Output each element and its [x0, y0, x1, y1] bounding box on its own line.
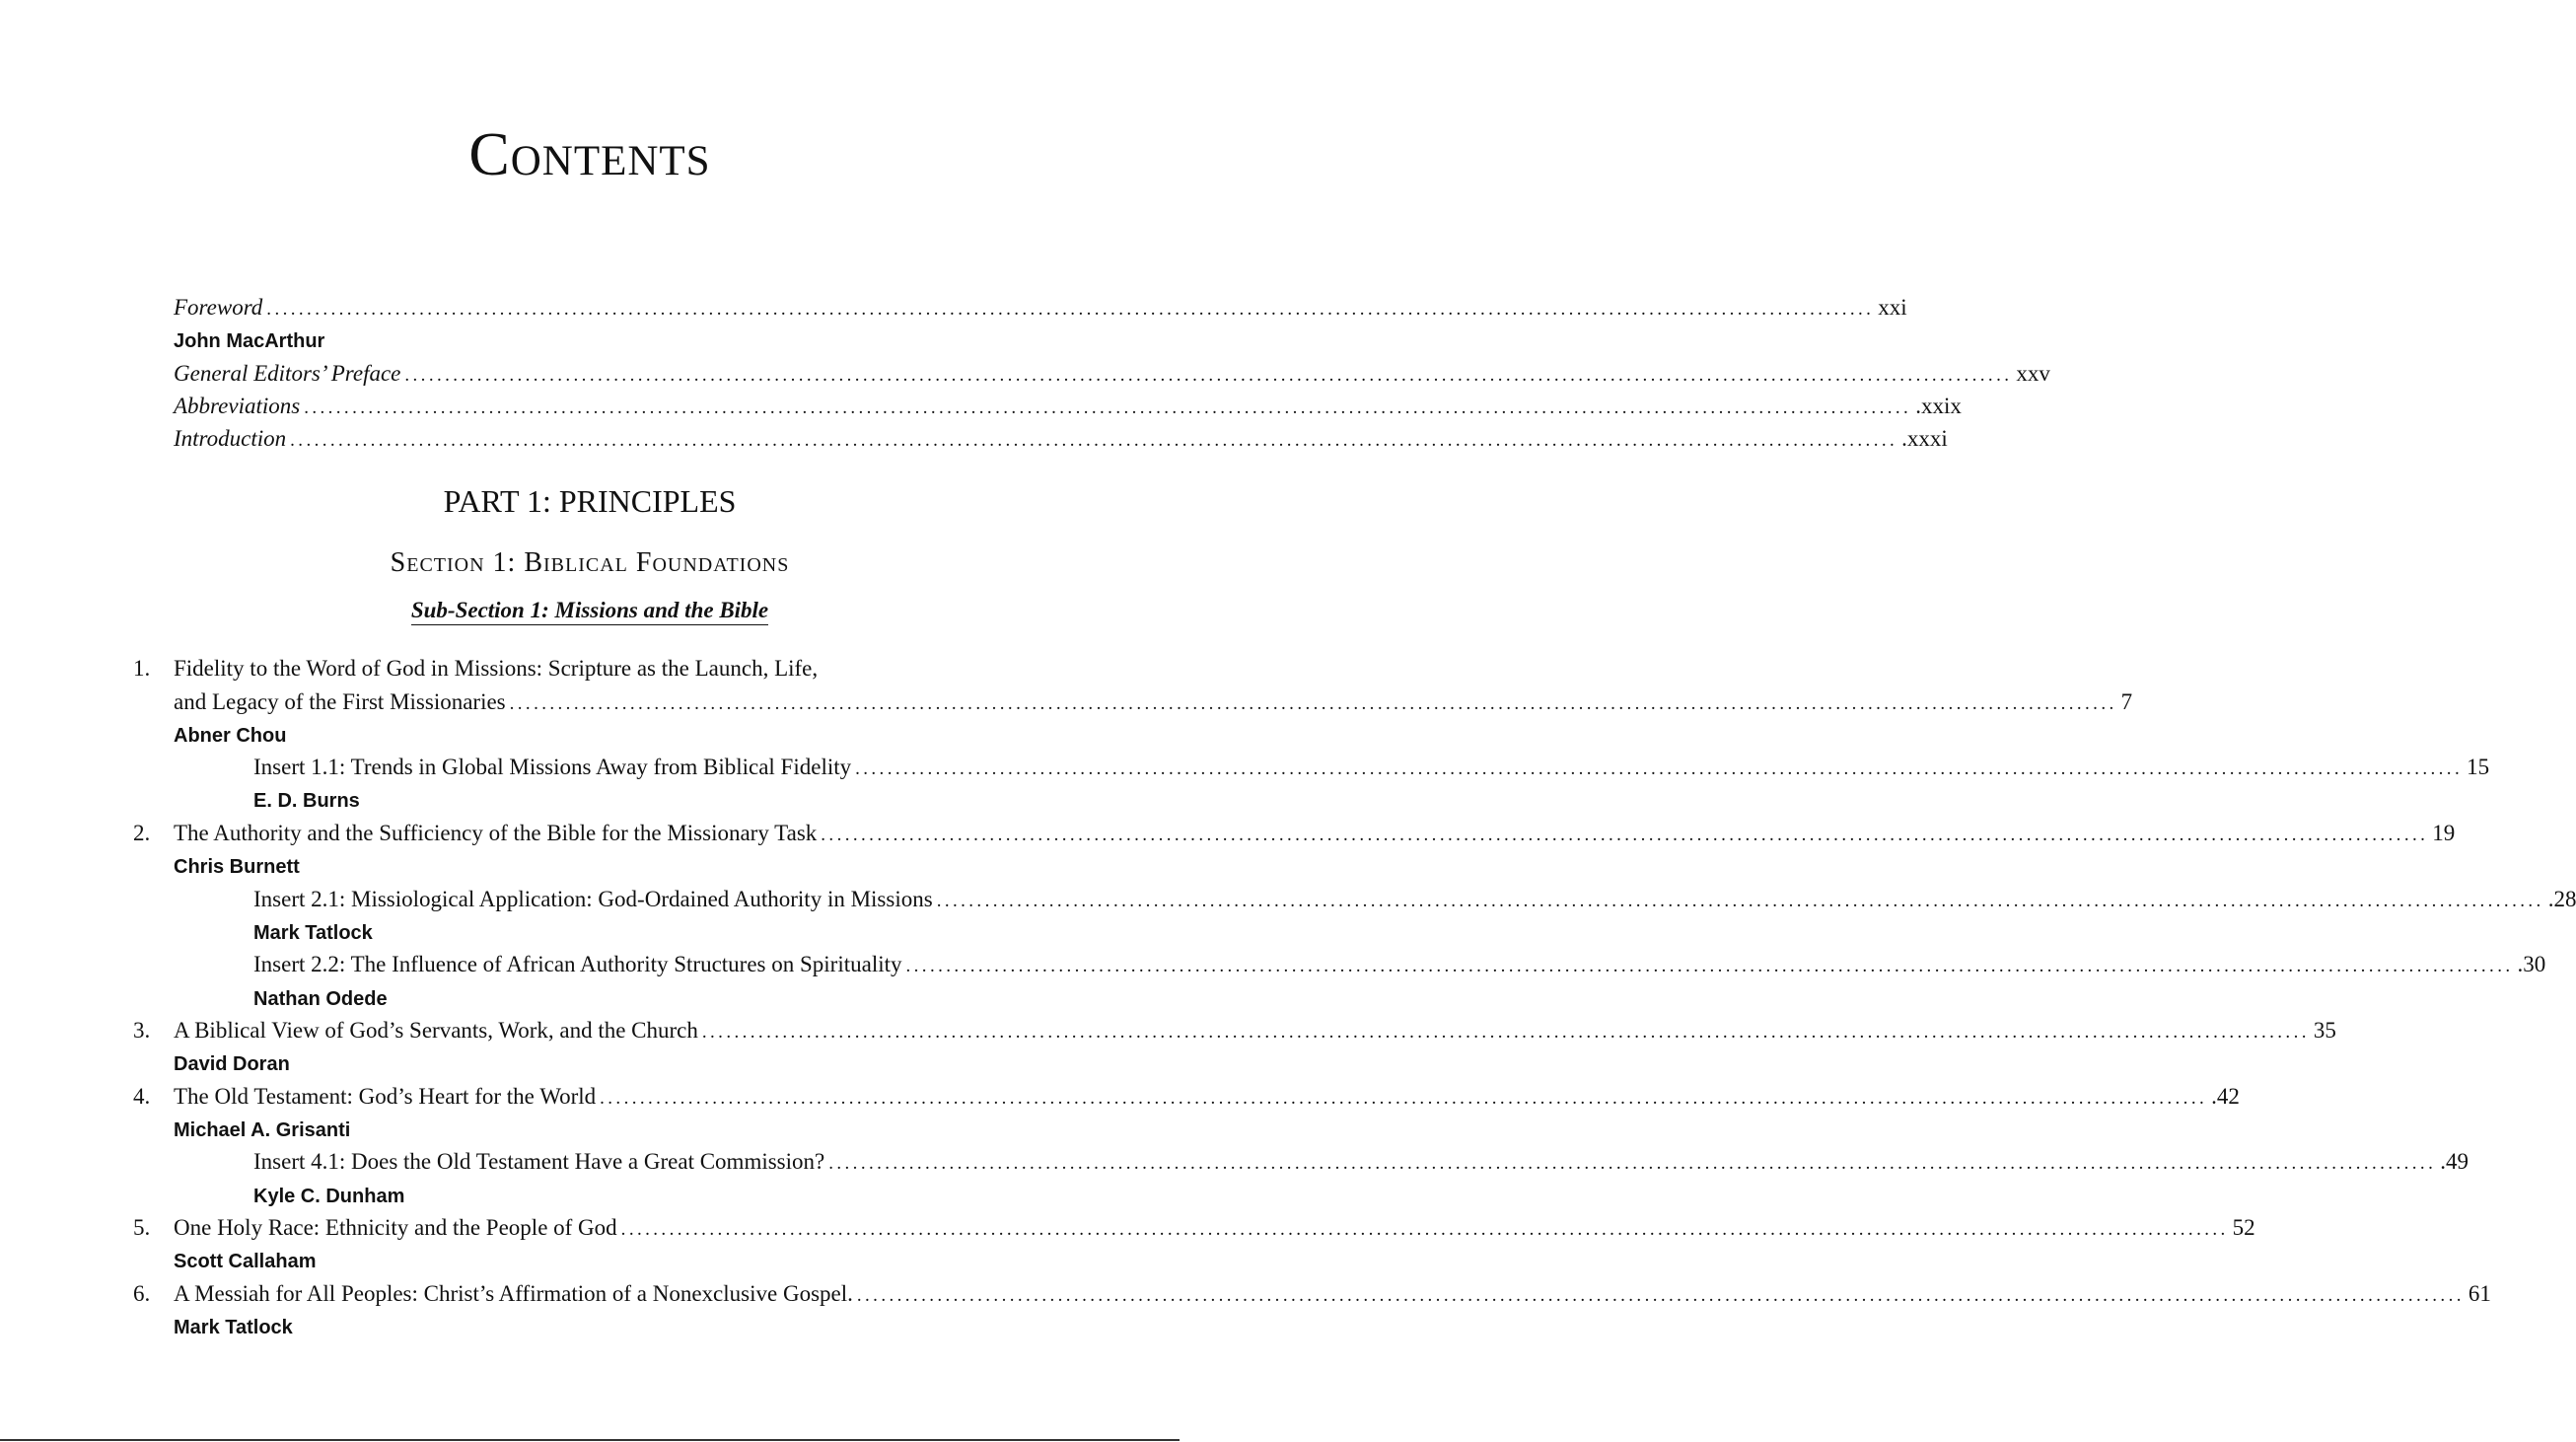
entry-author: Abner Chou [174, 725, 287, 747]
entry-title: The Old Testament: God’s Heart for the World [174, 1084, 597, 1109]
part-title: PART 1: PRINCIPLES [443, 483, 737, 519]
entry-title: One Holy Race: Ethnicity and the People of God [174, 1215, 617, 1240]
toc-entry-chapter-6[interactable] [174, 1279, 2491, 1311]
entry-page: .xxix [1915, 394, 1962, 418]
toc-entry-chapter-5[interactable] [174, 1213, 2255, 1245]
entry-page: 61 [2468, 1281, 2491, 1306]
entry-title: Insert 4.1: Does the Old Testament Have a Great Commission? [253, 1149, 825, 1174]
entry-author: Chris Burnett [174, 856, 300, 878]
toc-entry-insert-1-1[interactable] [253, 753, 2490, 784]
entry-page: xxv [2016, 361, 2050, 386]
entry-title: Abbreviations [174, 394, 301, 418]
section-title: Section 1: Biblical Foundations [390, 547, 790, 578]
leader-dots: ........................................................................................................................................................................................................ [404, 365, 2013, 386]
entry-page: .xxxi [1901, 426, 1948, 451]
toc-entry-insert-2-2[interactable] [253, 950, 2546, 981]
entry-author: Michael A. Grisanti [174, 1119, 351, 1141]
entry-page: .42 [2211, 1084, 2240, 1109]
entry-author: Scott Callaham [174, 1251, 317, 1272]
entry-title: A Messiah for All Peoples: Christ’s Affirmation of a Nonexclusive Gospel. [174, 1281, 853, 1306]
entry-title: and Legacy of the First Missionaries [174, 689, 506, 714]
entry-title: The Authority and the Sufficiency of the Bible for the Missionary Task [174, 821, 818, 845]
toc-entry-introduction[interactable] [174, 424, 1948, 456]
entry-page: .30 [2517, 952, 2546, 976]
toc-entry-chapter-3[interactable] [174, 1016, 2336, 1047]
entry-author: Nathan Odede [253, 988, 388, 1010]
subsection-title-text: Sub-Section 1: Missions and the Bible [411, 598, 768, 625]
entry-title: Introduction [174, 426, 287, 451]
chapter-number: 6. [133, 1281, 151, 1306]
chapter-number: 2. [133, 821, 151, 845]
leader-dots: ........................................................................................................................................................................................................ [855, 758, 2464, 779]
chapter-number: 3. [133, 1018, 151, 1043]
entry-author: David Doran [174, 1053, 290, 1075]
leader-dots: ........................................................................................................................................................................................................ [936, 891, 2544, 911]
toc-entry-foreword[interactable] [174, 293, 1907, 324]
toc-entry-chapter-1[interactable] [174, 687, 2133, 719]
leader-dots: ........................................................................................................................................................................................................ [600, 1088, 2208, 1109]
chapter-number: 5. [133, 1215, 151, 1240]
entry-page: 15 [2467, 755, 2490, 779]
entry-page: .28 [2547, 887, 2576, 911]
chapter-number: 4. [133, 1084, 151, 1109]
entry-author: Kyle C. Dunham [253, 1186, 405, 1207]
entry-title: A Biblical View of God’s Servants, Work, and the Church [174, 1018, 698, 1043]
entry-page: 35 [2313, 1018, 2336, 1043]
leader-dots: ........................................................................................................................................................................................................ [701, 1022, 2310, 1043]
entry-title: Insert 2.2: The Influence of African Authority Structures on Spirituality [253, 952, 902, 976]
toc-entry-insert-4-1[interactable] [253, 1147, 2469, 1179]
entry-page: xxi [1878, 295, 1907, 320]
entry-page: 19 [2432, 821, 2456, 845]
subsection-title [0, 598, 1180, 623]
leader-dots: ........................................................................................................................................................................................................ [290, 430, 1898, 451]
entry-title: Insert 2.1: Missiological Application: God-Ordained Authority in Missions [253, 887, 933, 911]
toc-entry-abbreviations[interactable] [174, 392, 1962, 423]
chapter-number: 1. [133, 656, 151, 681]
entry-author: E. D. Burns [253, 790, 360, 812]
leader-dots: ........................................................................................................................................................................................................ [620, 1219, 2229, 1240]
entry-author: Mark Tatlock [253, 922, 373, 944]
entry-title: General Editors’ Preface [174, 361, 401, 386]
entry-author: John MacArthur [174, 330, 325, 352]
leader-dots: ........................................................................................................................................................................................................ [828, 1153, 2437, 1174]
entry-author: Mark Tatlock [174, 1317, 293, 1338]
bottom-rule [0, 1439, 1180, 1441]
entry-title: Insert 1.1: Trends in Global Missions Away from Biblical Fidelity [253, 755, 852, 779]
toc-entry-preface[interactable] [174, 359, 2050, 391]
leader-dots: ........................................................................................................................................................................................................ [509, 693, 2117, 714]
toc-entry-chapter-2[interactable] [174, 819, 2456, 850]
page-title: Contents [468, 121, 711, 188]
toc-entry-chapter-4[interactable] [174, 1082, 2240, 1114]
leader-dots: ........................................................................................................................................................................................................ [856, 1285, 2465, 1306]
entry-page: .49 [2440, 1149, 2469, 1174]
leader-dots: ........................................................................................................................................................................................................ [304, 397, 1912, 418]
entry-title: Foreword [174, 295, 263, 320]
toc-entry-insert-2-1[interactable] [253, 885, 2576, 916]
chapter-title-line1[interactable]: Fidelity to the Word of God in Missions: Scripture as the Launch, Life, [174, 656, 819, 681]
leader-dots: ........................................................................................................................................................................................................ [266, 299, 1875, 320]
leader-dots: ........................................................................................................................................................................................................ [905, 956, 2514, 976]
leader-dots: ........................................................................................................................................................................................................ [821, 825, 2429, 845]
entry-page: 7 [2120, 689, 2133, 714]
entry-page: 52 [2232, 1215, 2255, 1240]
